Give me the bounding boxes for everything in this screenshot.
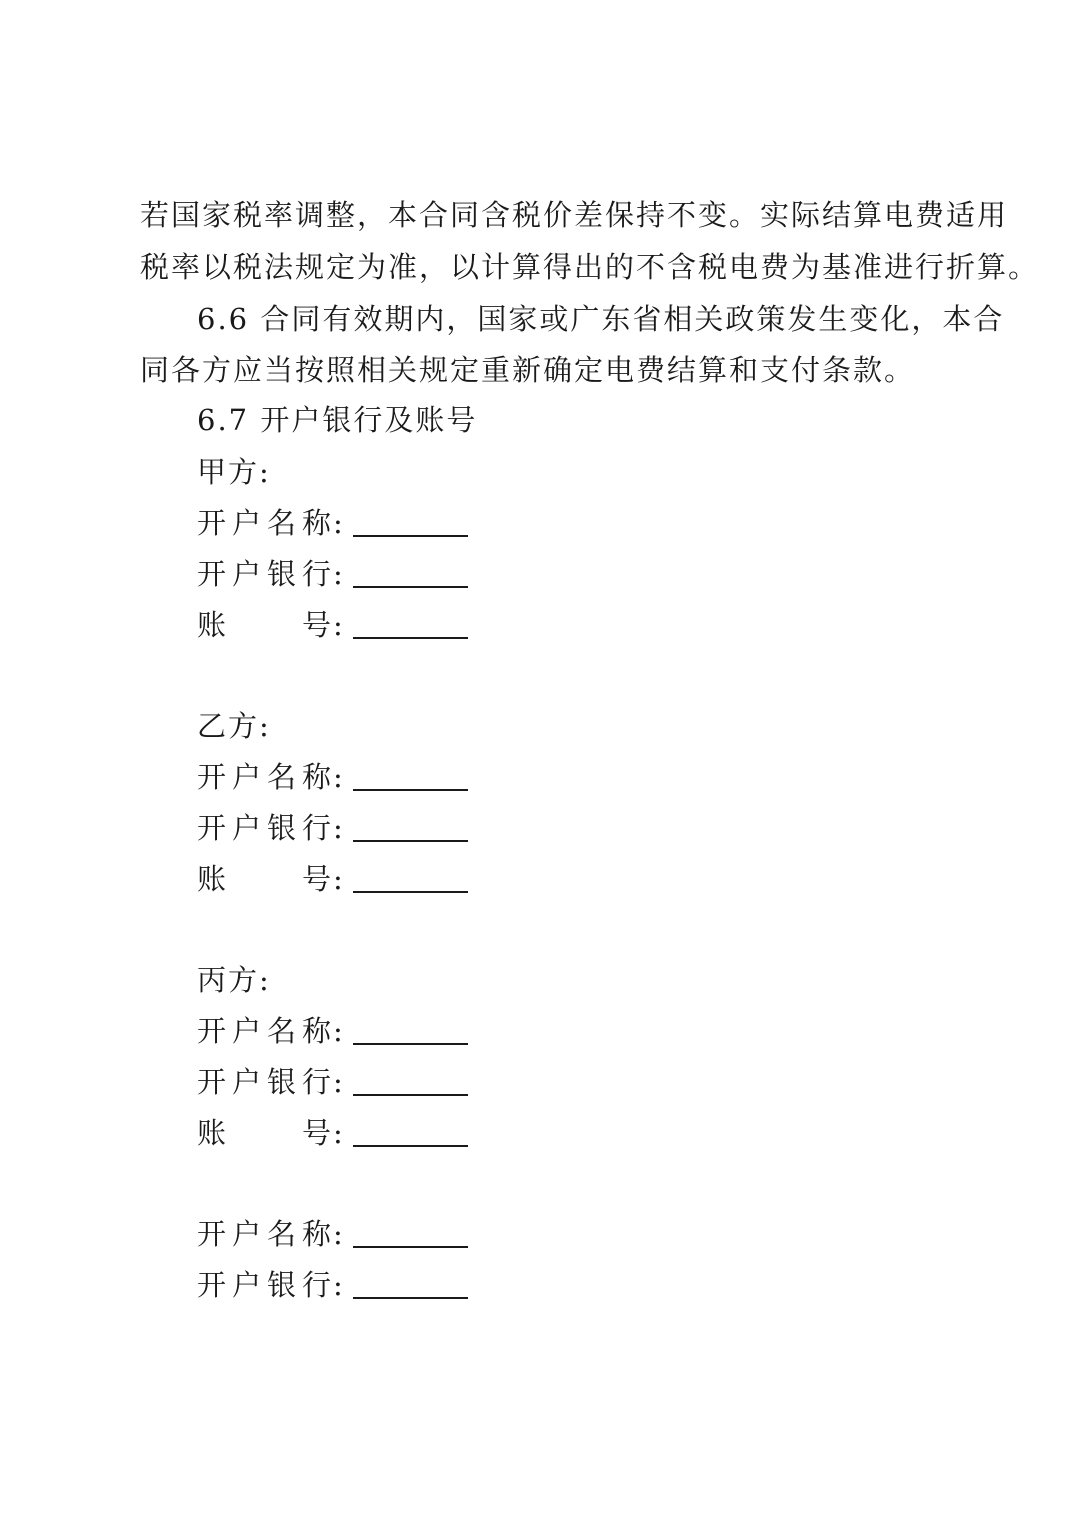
section-title: 6.7 开户银行及账号 [197,403,478,437]
extra-name-blank[interactable] [353,1208,468,1248]
party-a-name-field [197,503,468,543]
label-char: 号 [301,862,333,896]
field-colon: : [333,557,343,591]
party-a-account-blank[interactable] [353,599,468,639]
party-c-heading: 丙方: [197,963,271,997]
party-c-account-field [197,1113,468,1153]
extra-bank-field [197,1265,468,1305]
label-char: 账 [197,608,229,642]
paragraph-line: 6.6 合同有效期内，国家或广东省相关政策发生变化，本合 [197,302,1005,336]
field-colon: : [333,760,343,794]
field-colon: : [333,1217,343,1251]
party-b-bank-field [197,808,468,848]
field-label [197,859,333,899]
field-label: 开户名称 [197,760,333,794]
party-c-bank-field [197,1062,468,1102]
party-c-bank-blank[interactable] [353,1056,468,1096]
field-label: 开户银行 [197,557,333,591]
party-b-name-blank[interactable] [353,751,468,791]
party-b-heading: 乙方: [197,709,271,743]
field-colon: : [333,811,343,845]
label-char: 账 [197,862,229,896]
party-a-account-field [197,605,468,645]
field-colon: : [333,1014,343,1048]
field-label: 开户银行 [197,1268,333,1302]
label-char: 号 [301,608,333,642]
field-label: 开户名称 [197,506,333,540]
paragraph-line: 税率以税法规定为准，以计算得出的不含税电费为基准进行折算。 [140,250,1040,284]
party-a-bank-blank[interactable] [353,548,468,588]
party-c-name-field [197,1011,468,1051]
party-b-account-field [197,859,468,899]
party-b-name-field [197,757,468,797]
party-a-heading: 甲方: [197,455,271,489]
field-label: 开户名称 [197,1014,333,1048]
field-colon: : [333,608,343,642]
field-label [197,605,333,645]
field-label: 开户银行 [197,1065,333,1099]
label-char: 号 [301,1116,333,1150]
paragraph-line: 同各方应当按照相关规定重新确定电费结算和支付条款。 [140,353,916,387]
party-a-name-blank[interactable] [353,497,468,537]
label-char: 账 [197,1116,229,1150]
field-colon: : [333,862,343,896]
field-colon: : [333,1116,343,1150]
party-a-bank-field [197,554,468,594]
field-label: 开户名称 [197,1217,333,1251]
extra-name-field [197,1214,468,1254]
party-c-name-blank[interactable] [353,1005,468,1045]
paragraph-line: 若国家税率调整，本合同含税价差保持不变。实际结算电费适用 [140,198,1009,232]
field-colon: : [333,1268,343,1302]
extra-bank-blank[interactable] [353,1259,468,1299]
field-label [197,1113,333,1153]
party-b-bank-blank[interactable] [353,802,468,842]
party-c-account-blank[interactable] [353,1107,468,1147]
field-colon: : [333,506,343,540]
field-label: 开户银行 [197,811,333,845]
party-b-account-blank[interactable] [353,853,468,893]
field-colon: : [333,1065,343,1099]
